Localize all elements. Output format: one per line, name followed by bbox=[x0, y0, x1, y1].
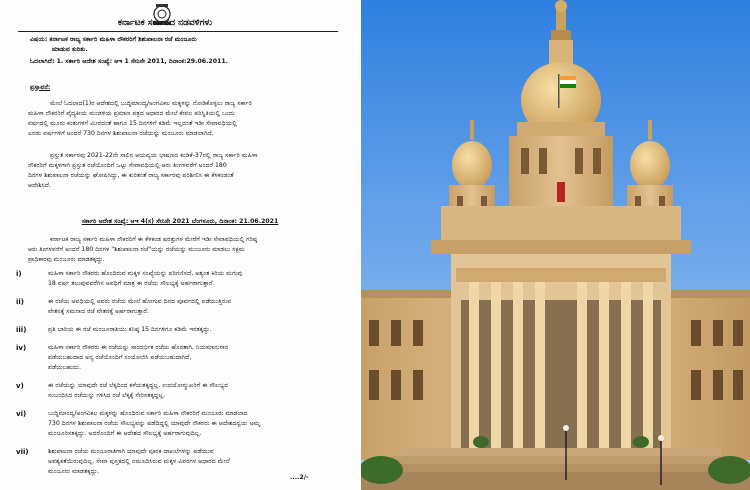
paragraph-line: ವರ್ಷದಲ್ಲಿ ಮೂರು ಕಂತುಗಳಿಗೆ ಮೀರದಂತೆ ಹಾಗೂ 15 ದಿನಗಳಿಗೆ ಕಡಿಮೆ ಇಲ್ಲದಂತೆ ಇಡೀ ಸೇವಾವಧಿಯಲ್ಲಿ bbox=[28, 120, 237, 127]
subject-label bbox=[30, 36, 330, 44]
item-number: vii) bbox=[16, 448, 29, 456]
order-title: ಸರ್ಕಾರಿ ಆದೇಶ ಸಂಖ್ಯೆ: ಆಇ 4(ಸ) ಸೇನಿಸೇ 2021 ಬೆಂಗಳೂರು, ದಿನಾಂಕ: 21.06.2021 bbox=[81, 218, 279, 225]
item-line: ವೇತನಕ್ಕೆ ಸಮನಾದ ರಜೆ ವೇತನಕ್ಕೆ ಅರ್ಹರಾಗುತ್ತಾರೆ. bbox=[48, 308, 149, 315]
paragraph-line: ಮಹಿಳಾ ನೌಕರರಿಗೆ ವೈದ್ಯಕೀಯ ಮಂಡಳಿಯ ಪ್ರಮಾಣ ಪತ್ರದ ಆಧಾರದ ಮೇಲೆ ಕೇವಲ ಪರಿಸ್ಥಿತಿಯಲ್ಲಿ ಒಂದು bbox=[28, 110, 235, 117]
item-line: ಶಿಶುಪಾಲನಾ ರಜೆಯ ಮಂಜೂರಾತಿಗಾಗಿ ಯಾವುದೇ ಪೂರಕ ದಾಖಲೆಗಳನ್ನು ಪಡೆಯುವ bbox=[48, 448, 214, 455]
paragraph-line: ಆದೇಶಿಸಿದೆ. bbox=[28, 182, 51, 189]
reference-line: ಓದಲಾಗಿದೆ: 1. ಸರ್ಕಾರಿ ಆದೇಶ ಸಂಖ್ಯೆ: ಆಇ 1 ಸೇನಿಸೇ 2011, ದಿನಾಂಕ:29.06.2011. bbox=[30, 58, 228, 65]
item-line: 18 ವರ್ಷ ತಲುಪುವವರೆಗಿನ ಅವಧಿಗೆ ಮಾತ್ರ ಈ ರಜೆಯ ಸೌಲಭ್ಯಕ್ಕೆ ಅರ್ಹರಾಗುತ್ತಾರೆ. bbox=[48, 280, 215, 287]
item-line: 730 ದಿನಗಳ ಶಿಶುಪಾಲನಾ ರಜೆಯ ಸೌಲಭ್ಯವನ್ನು ಪಡೆದಿದ್ದಲ್ಲಿ ಯಾವುದೇ ನೌಕರರು ಈ ಆದೇಶದನ್ವಯ ಅಮೃ bbox=[48, 420, 261, 427]
item-number: vi) bbox=[16, 410, 27, 418]
header-divider bbox=[18, 31, 338, 32]
item-line: ಈ ರಜೆಯನ್ನು ಯಾವುದೇ ರಜೆ ಲೆಕ್ಕದಿಂದ ಕಳೆಯತಕ್ಕದ್ದಲ್ಲ. ಉದಯೋನ್ಮುಖರಿಗೆ ಈ ಸೌಲಭ್ಯದ bbox=[48, 382, 229, 389]
paragraph-line: ದಿನಗಳ ಶಿಶುಪಾಲನಾ ರಜೆಯನ್ನು ಘೋಷಿಸಿದ್ದು, ಈ ಕುರಿತಂತೆ ರಾಜ್ಯ ಸರ್ಕಾರವು ಪರಿಶೀಲಿಸಿ ಈ ಕೆಳಕಂಡಂತೆ bbox=[28, 172, 234, 179]
document-header: ಕರ್ನಾಟಕ ಸರ್ಕಾರದ ನಡವಳಿಗಳು bbox=[117, 18, 213, 28]
subject-label-text: ವಿಷಯ: bbox=[30, 36, 48, 43]
preamble-title: ಪ್ರಸ್ತಾವನೆ: bbox=[30, 84, 51, 91]
paragraph-line: ಕರ್ನಾಟಕ ರಾಜ್ಯ ಸರ್ಕಾರಿ ಮಹಿಳಾ ನೌಕರರಿಗೆ ಈ ಕೆಳಕಂಡ ಷರತ್ತುಗಳ ಮೇರೆಗೆ ಇಡೀ ಸೇವಾವಧಿಯಲ್ಲಿ ಗರಿಷ್ಠ bbox=[50, 236, 258, 243]
item-number: v) bbox=[16, 382, 24, 390]
item-line: ಸಂಬಂಧಿಸಿದ ರಜೆಯನ್ನು ಗಳಿಸಿದ ರಜೆ ಲೆಕ್ಕಕ್ಕೆ ಸೇರಿಸತಕ್ಕದ್ದಲ್ಲ. bbox=[48, 392, 166, 399]
item-line: ಪಡೆಯಬಹುದಾದ ಅನ್ಯ ರಜೆಯೊಂದಿಗೆ ಸಂಯೋಜಿಸಿ ಪಡೆಯಬಹುದಾಗಿದೆ. bbox=[48, 354, 192, 361]
item-line: ಪ್ರತಿ ಬಾರಿಯ ಈ ರಜೆ ಮಂಜೂರಾತಿಯು ಕನಿಷ್ಠ 15 ದಿನಗಳಿಗೂ ಕಡಿಮೆ ಇರತಕ್ಕದ್ದು. bbox=[48, 326, 212, 333]
item-number: i) bbox=[16, 270, 22, 278]
building-illustration bbox=[361, 0, 750, 490]
item-line: ಮಹಿಳಾ ಸರ್ಕಾರಿ ನೌಕರರು ಈ ರಜೆಯನ್ನು ಸಾಂದರ್ಭಿಕ ರಜೆಯ ಹೊರತಾಗಿ, ನಿಯಮಾನುಸಾರ bbox=[48, 344, 229, 351]
paragraph-line: ಆರು ತಿಂಗಳವರೆಗೆ ಅಂದರೆ 180 ದಿನಗಳ "ಶಿಶುಪಾಲನಾ ರಜೆ"ಯನ್ನು ರಜೆಯನ್ನು ಮಂಜೂರು ಮಾಡಲು ಸಕ್ಷಮ bbox=[28, 246, 245, 253]
subject-text: ಕರ್ನಾಟಕ ರಾಜ್ಯ ಸರ್ಕಾರಿ ಮಹಿಳಾ ನೌಕರರಿಗೆ ಶಿಶುಪಾಲನಾ ರಜೆ ಮಂಜೂರು bbox=[49, 36, 197, 43]
paragraph-line: ನೌಕರರಿಗೆ ಮಕ್ಕಳಿಗಾಗಿ ಪ್ರಸ್ತುತ ರಜೆಯೊಂದಿಗೆ ಒಟ್ಟು ಸೇವಾವಧಿಯಲ್ಲಿ ಆರು ತಿಂಗಳವರೆಗೆ ಅಂದರೆ 180 bbox=[28, 162, 227, 169]
paragraph-line: ಎರಡು ವರ್ಷಗಳಿಗೆ ಅಂದರೆ 730 ದಿನಗಳ ಶಿಶುಪಾಲನಾ ರಜೆಯನ್ನು ಮಂಜೂರು ಮಾಡಲಾಗಿದೆ. bbox=[28, 130, 214, 137]
paragraph-line: ಮೇಲೆ ಓದಲಾದ(1)ರ ಆದೇಶದಲ್ಲಿ ಬುದ್ಧಿಮಾಂದ್ಯ/ಅಂಗವಿಕಲ ಮಕ್ಕಳನ್ನು ನೋಡಿಕೊಳ್ಳಲು ರಾಜ್ಯ ಸರ್ಕಾರಿ bbox=[50, 100, 252, 107]
item-line: ಬುದ್ಧಿಮಾಂದ್ಯ/ಅಂಗವಿಕಲ ಮಕ್ಕಳನ್ನು ಹೊಂದಿರುವ ಸರ್ಕಾರಿ ಮಹಿಳಾ ನೌಕರರಿಗೆ ಮಂಜೂರು ಮಾಡಲಾದ bbox=[48, 410, 248, 417]
subject-text-continued: ಮಾಡುವ ಕುರಿತು. bbox=[52, 46, 88, 53]
front-steps bbox=[361, 448, 750, 490]
item-line: ಈ ರಜೆಯ ಅವಧಿಯಲ್ಲಿ ಅವರು ರಜೆಯ ಮೇಲೆ ಹೋಗುವ ದಿನದ ಪೂರ್ವದಲ್ಲಿ ಪಡೆಯುತ್ತಿರುವ bbox=[48, 298, 232, 305]
paragraph-line: ಪ್ರಸ್ತುತ ಸರ್ಕಾರವು 2021-22ನೇ ಸಾಲಿನ ಆಯವ್ಯಯ ಭಾಷಣದ ಕಂಡಿಕೆ-37ರಲ್ಲಿ ರಾಜ್ಯ ಸರ್ಕಾರಿ ಮಹಿಳಾ bbox=[50, 152, 258, 159]
item-line: ಮಹಿಳಾ ಸರ್ಕಾರಿ ನೌಕರರು ಹೊಂದಿರುವ ಮಕ್ಕಳ ಸಂಖ್ಯೆಯನ್ನು ಪರಿಗಣಿಸದೆ, ಅತ್ಯಂತ ಕಿರಿಯ ಮಗುವು bbox=[48, 270, 243, 277]
item-number: iii) bbox=[16, 326, 27, 334]
item-line: ಪಡೆಯಬಹುದು. bbox=[48, 364, 81, 371]
item-line: ಮಂಜೂರಿಸತಕ್ಕದ್ದು. ಅದರೊಂದಿಗೆ ಈ ಆದೇಶದ ಸೌಲಭ್ಯಕ್ಕೆ ಅರ್ಹರಾಗುವುದಿಲ್ಲ. bbox=[48, 430, 202, 437]
government-order-document bbox=[0, 0, 360, 490]
item-line: ಮಂಜೂರು ಮಾಡತಕ್ಕದ್ದು. bbox=[48, 468, 100, 475]
page-number: ....2/- bbox=[290, 474, 309, 481]
item-number: ii) bbox=[16, 298, 24, 306]
item-number: iv) bbox=[16, 344, 27, 352]
paragraph-line: ಪ್ರಾಧಿಕಾರವು ಮಂಜೂರು ಮಾಡತಕ್ಕದ್ದು. bbox=[28, 256, 105, 263]
vidhana-soudha-photo bbox=[361, 0, 750, 490]
item-line: ಅವಶ್ಯಕತೆಯಿರುವುದಿಲ್ಲ. ಸೇವಾ ಪುಸ್ತಕದಲ್ಲಿ ನಮೂದಿಸಿರುವ ಮಕ್ಕಳ ವಿವರಗಳ ಆಧಾರದ ಮೇಲೆ bbox=[48, 458, 230, 465]
